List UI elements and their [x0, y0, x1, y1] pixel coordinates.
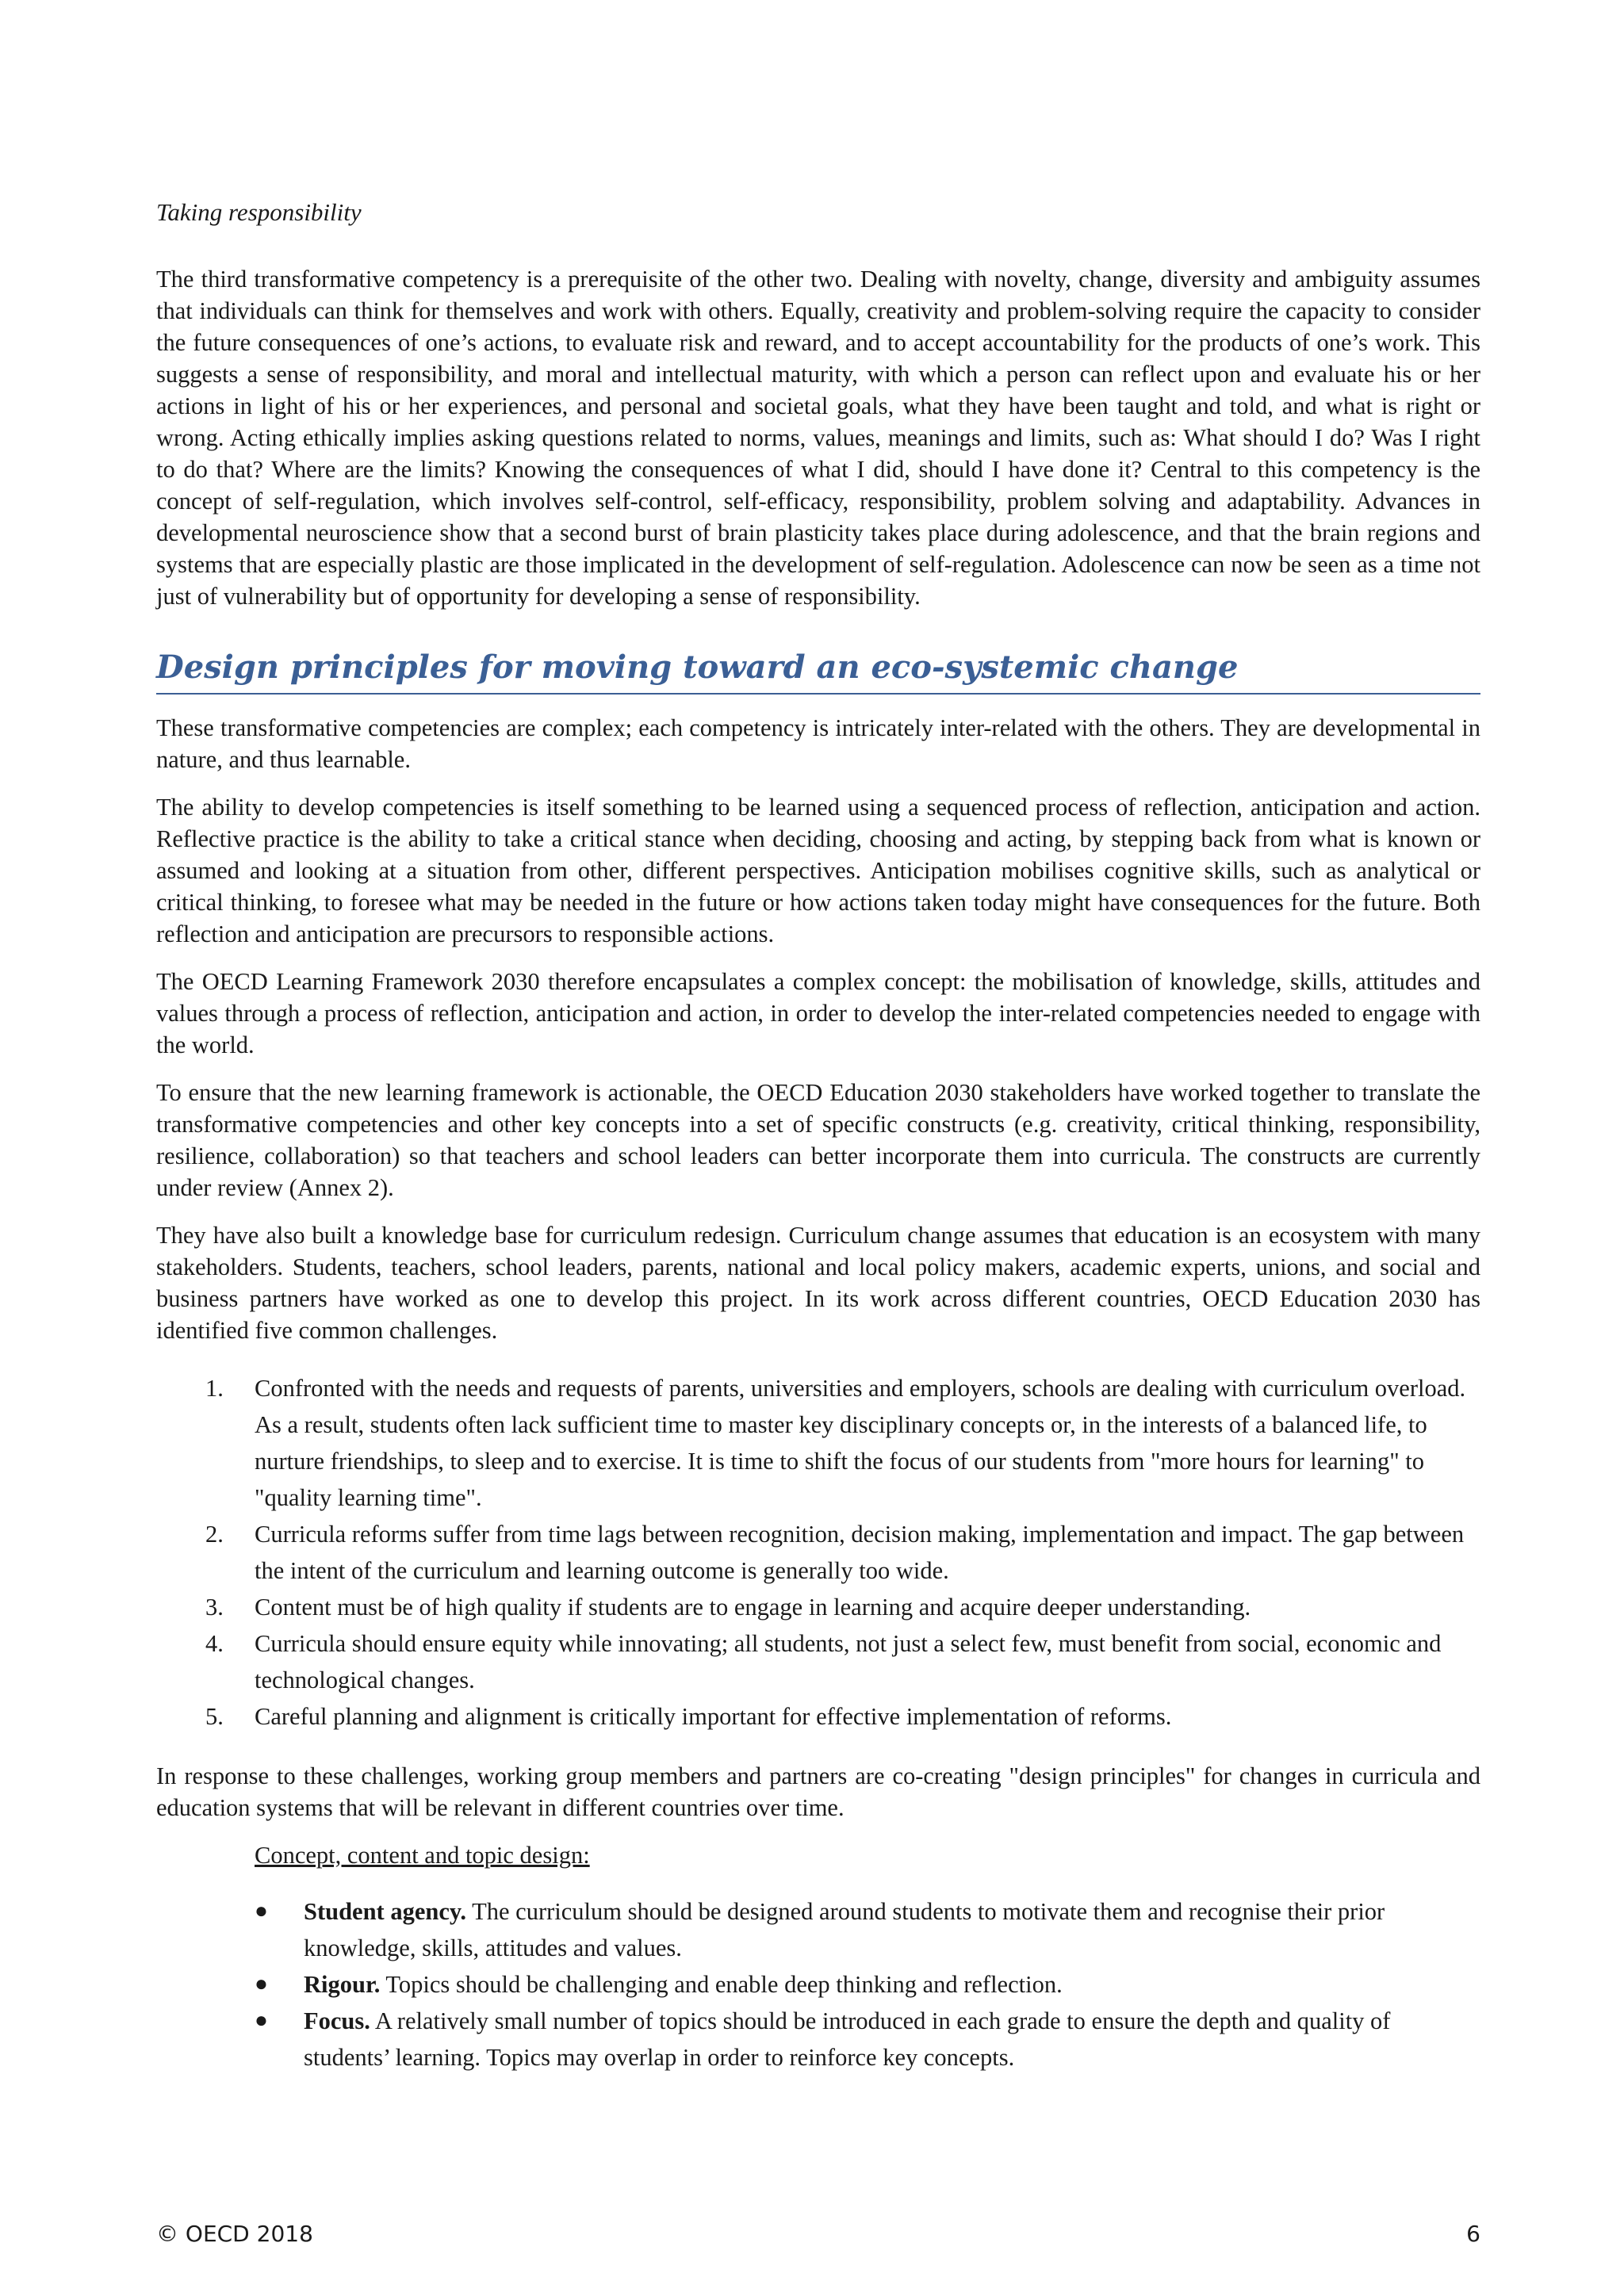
document-page — [156, 197, 1480, 2076]
challenge-item — [156, 1625, 1480, 1698]
intro-paragraph: The third transformative competency is a prerequisite of the other two. Dealing with novelty, change, diversity and ambiguity assumes that individuals can think for themselves and work with others. Equally, creativity and problem-solving require the capacity to consider the future consequences of one’s actions, to evaluate risk and reward, and to accept accountability for the products of one’s work. This suggests a sense of responsibility, and moral and intellectual maturity, with which a person can reflect upon and evaluate his or her actions in light of his or her experiences, and personal and societal goals, what they have been taught and told, and what is right or wrong. Acting ethically implies asking questions related to norms, values, meanings and limits, such as: What should I do? Was I right to do that? Where are the limits? Knowing the consequences of what I did, should I have done it? Central to this competency is the concept of self-regulation, which involves self-control, self-efficacy, responsibility, problem solving and adaptability. Advances in developmental neuroscience show that a second burst of brain plasticity takes place during adolescence, and that the brain regions and systems that are especially plastic are those implicated in the development of self-regulation. Adolescence can now be seen as a time not just of vulnerability but of opportunity for developing a sense of responsibility. — [156, 266, 1480, 610]
principle-text: Topics should be challenging and enable deep thinking and reflection. — [380, 1971, 1063, 1998]
challenge-number: 4. — [205, 1630, 224, 1657]
challenge-text: Curricula should ensure equity while innovating; all students, not just a select few, must benefit from social, economic and technological changes. — [255, 1630, 1442, 1693]
challenge-number: 3. — [205, 1594, 224, 1621]
principle-item-focus — [156, 2003, 1480, 2076]
principle-title: Focus. — [304, 2007, 370, 2034]
principle-text: The curriculum should be designed around students to motivate them and recognise their prior knowledge, skills, attitudes and values. — [304, 1898, 1385, 1961]
concept-heading: Concept, content and topic design: — [255, 1842, 590, 1869]
principle-title: Rigour. — [304, 1971, 381, 1998]
paragraph-actionable-framework: To ensure that the new learning framework is actionable, the OECD Education 2030 stakeholders have worked together to translate the transformative competencies and other key concepts into a set of specific constructs (e.g. creativity, critical thinking, responsibility, resilience, collaboration) so that teachers and school leaders can better incorporate them into curricula. The constructs are currently under review (Annex 2). — [156, 1079, 1480, 1201]
footer-copyright: © OECD 2018 — [156, 2221, 313, 2247]
paragraph-competencies-complex: These transformative competencies are complex; each competency is intricately inter-related with the others. They are developmental in nature, and thus learnable. — [156, 714, 1480, 773]
page-footer — [156, 2220, 1480, 2248]
challenge-number: 2. — [205, 1521, 224, 1548]
principles-list — [156, 1893, 1480, 2076]
paragraph-knowledge-base: They have also built a knowledge base for curriculum redesign. Curriculum change assumes that education is an ecosystem with many stakeholders. Students, teachers, school leaders, parents, national and local policy makers, academic experts, unions, and social and business partners have worked as one to develop this project. In its work across different countries, OECD Education 2030 has identified five common challenges. — [156, 1222, 1480, 1344]
bullet-icon: ● — [255, 1899, 268, 1923]
challenge-number: 5. — [205, 1703, 224, 1730]
principle-item-student-agency — [156, 1893, 1480, 1966]
challenge-number: 1. — [205, 1375, 224, 1402]
principle-item-rigour — [156, 1966, 1480, 2003]
challenge-item — [156, 1698, 1480, 1735]
section-title: Design principles for moving toward an eco-systemic change — [156, 647, 1480, 695]
footer-page-number: 6 — [1466, 2221, 1480, 2247]
paragraph-response: In response to these challenges, working group members and partners are co-creating "design principles" for changes in curricula and education systems that will be relevant in different countries over time. — [156, 1762, 1480, 1821]
paragraph-ability-to-develop: The ability to develop competencies is itself something to be learned using a sequenced process of reflection, anticipation and action. Reflective practice is the ability to take a critical stance when deciding, choosing and acting, by stepping back from what is known or assumed and looking at a situation from other, different perspectives. Anticipation mobilises cognitive skills, such as analytical or critical thinking, to foresee what may be needed in the future or how actions taken today might have consequences for the future. Both reflection and anticipation are precursors to responsible actions. — [156, 794, 1480, 947]
challenge-text: Careful planning and alignment is critically important for effective implementation of reforms. — [255, 1703, 1172, 1730]
challenge-text: Confronted with the needs and requests of parents, universities and employers, schools are dealing with curriculum overload. As a result, students often lack sufficient time to master key disciplinary concepts or, in the interests of a balanced life, to nurture friendships, to sleep and to exercise. It is time to shift the focus of our students from "more hours for learning" to "quality learning time". — [255, 1375, 1466, 1511]
challenges-list — [156, 1370, 1480, 1735]
principle-text: A relatively small number of topics should be introduced in each grade to ensure the depth and quality of students’ learning. Topics may overlap in order to reinforce key concepts. — [304, 2007, 1391, 2071]
bullet-icon: ● — [255, 2008, 268, 2033]
paragraph-learning-framework: The OECD Learning Framework 2030 therefore encapsulates a complex concept: the mobilisation of knowledge, skills, attitudes and values through a process of reflection, anticipation and action, in order to develop the inter-related competencies needed to engage with the world. — [156, 968, 1480, 1058]
challenge-text: Curricula reforms suffer from time lags between recognition, decision making, implementation and impact. The gap between the intent of the curriculum and learning outcome is generally too wide. — [255, 1521, 1465, 1584]
challenge-text: Content must be of high quality if students are to engage in learning and acquire deeper understanding. — [255, 1594, 1251, 1621]
challenge-item — [156, 1370, 1480, 1516]
bullet-icon: ● — [255, 1972, 268, 1996]
principle-title: Student agency. — [304, 1898, 467, 1925]
challenge-item — [156, 1589, 1480, 1625]
challenge-item — [156, 1516, 1480, 1589]
subheading-taking-responsibility: Taking responsibility — [156, 198, 362, 226]
